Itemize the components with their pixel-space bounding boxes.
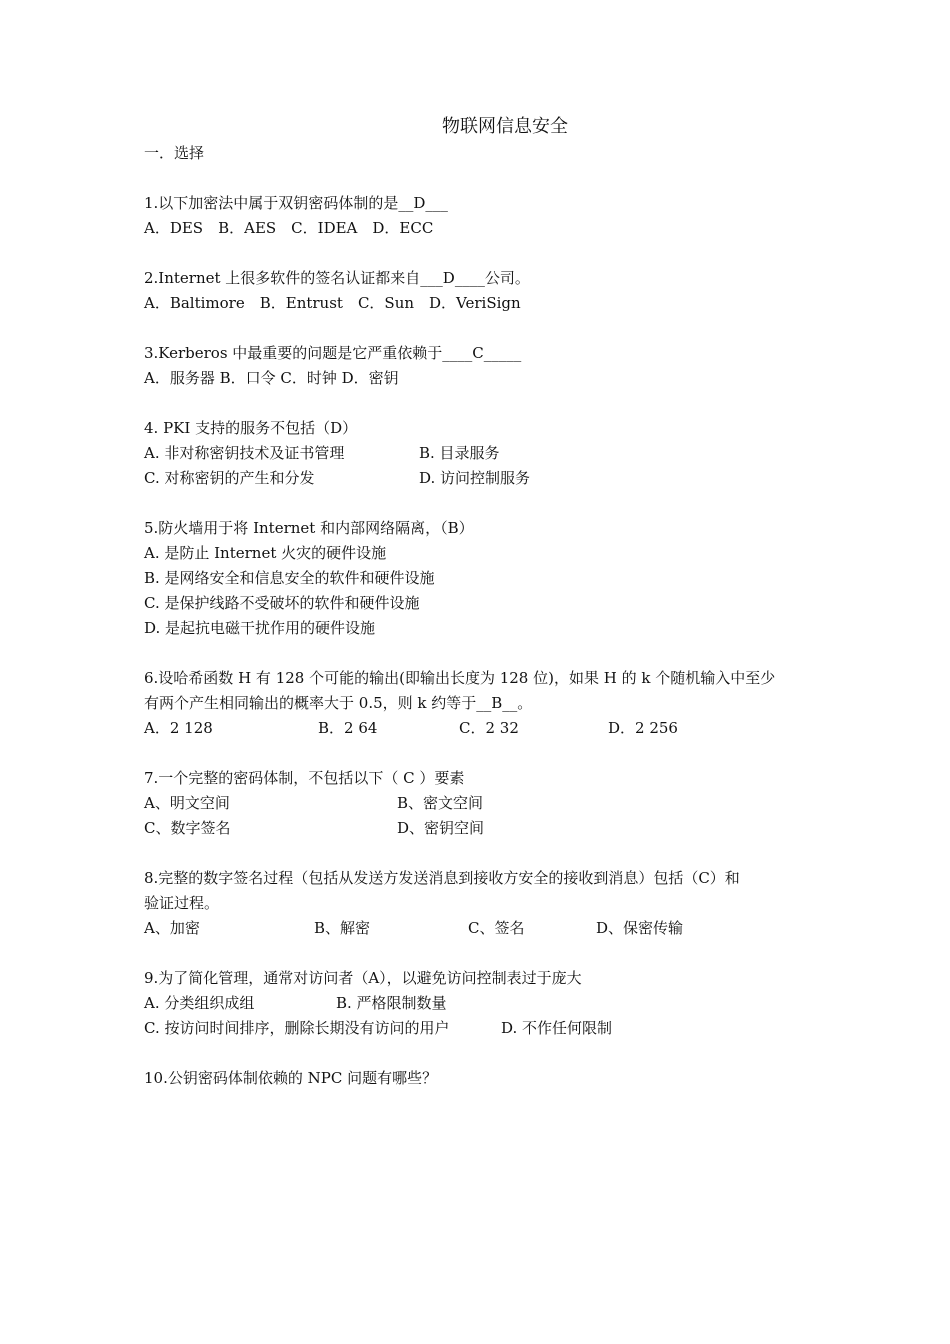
question-6-options (144, 716, 812, 741)
option-b: B. 严格限制数量 (336, 994, 447, 1012)
spacer (144, 741, 812, 766)
question-8-options (144, 916, 812, 941)
question-list (144, 141, 812, 1091)
option-d: D、密钥空间 (397, 819, 485, 837)
spacer (144, 316, 812, 341)
option-b: B．2 64 (318, 719, 378, 737)
option-a: A、加密 (144, 919, 200, 937)
spacer (144, 391, 812, 416)
option-a: A. 分类组织成组 (144, 994, 255, 1012)
spacer (144, 491, 812, 516)
question-8-stem-line-2: 验证过程。 (144, 894, 220, 912)
option-c: C、数字签名 (144, 819, 231, 837)
question-1-options: A．DES B．AES C．IDEA D．ECC (144, 219, 434, 237)
spacer (144, 841, 812, 866)
option-a: A. 非对称密钥技术及证书管理 (144, 444, 345, 462)
question-8-stem-line-1: 8.完整的数字签名过程（包括从发送方发送消息到接收方安全的接收到消息）包括（C）和 (144, 869, 740, 887)
question-9-options-row-2 (144, 1016, 812, 1041)
option-c: C. 是保护线路不受破坏的软件和硬件设施 (144, 594, 420, 612)
option-d: D. 是起抗电磁干扰作用的硬件设施 (144, 619, 376, 637)
option-b: B. 目录服务 (419, 444, 500, 462)
option-a: A. 是防止 Internet 火灾的硬件设施 (144, 544, 387, 562)
question-9-options-row-1 (144, 991, 812, 1016)
question-7-options-row-2 (144, 816, 812, 841)
option-b: B. 是网络安全和信息安全的软件和硬件设施 (144, 569, 435, 587)
option-d: D. 不作任何限制 (501, 1019, 613, 1037)
spacer (144, 1041, 812, 1066)
question-9-stem: 9.为了简化管理，通常对访问者（A），以避免访问控制表过于庞大 (144, 969, 582, 987)
question-7-options-row-1 (144, 791, 812, 816)
question-6-stem-line-2: 有两个产生相同输出的概率大于 0.5，则 k 约等于__B__。 (144, 694, 533, 712)
spacer (144, 641, 812, 666)
question-10-stem: 10.公钥密码体制依赖的 NPC 问题有哪些？ (144, 1069, 438, 1087)
spacer (144, 941, 812, 966)
option-c: C. 按访问时间排序，删除长期没有访问的用户 (144, 1019, 450, 1037)
option-d: D．2 256 (608, 719, 678, 737)
question-3-options: A．服务器 B．口令 C．时钟 D．密钥 (144, 369, 399, 387)
question-3-stem: 3.Kerberos 中最重要的问题是它严重依赖于____C_____ (144, 344, 522, 362)
question-1-stem: 1.以下加密法中属于双钥密码体制的是__D___ (144, 194, 448, 212)
question-7-stem: 7.一个完整的密码体制，不包括以下（ C ）要素 (144, 769, 465, 787)
page-title: 物联网信息安全 (442, 116, 568, 137)
question-4-options-row-2 (144, 466, 812, 491)
question-2-stem: 2.Internet 上很多软件的签名认证都来自___D____公司。 (144, 269, 530, 287)
option-c: C．2 32 (459, 719, 519, 737)
question-4-stem: 4. PKI 支持的服务不包括（D） (144, 419, 358, 437)
option-d: D、保密传输 (596, 919, 684, 937)
option-a: A、明文空间 (144, 794, 230, 812)
spacer (144, 241, 812, 266)
question-5-stem: 5.防火墙用于将 Internet 和内部网络隔离，（B） (144, 519, 474, 537)
option-b: B、密文空间 (397, 794, 484, 812)
option-c: C、签名 (468, 919, 525, 937)
section-heading: 一．选择 (144, 144, 205, 162)
question-4-options-row-1 (144, 441, 812, 466)
option-b: B、解密 (314, 919, 371, 937)
question-2-options: A．Baltimore B．Entrust C．Sun D．VeriSign (144, 294, 521, 312)
question-6-stem-line-1: 6.设哈希函数 H 有 128 个可能的输出(即输出长度为 128 位)，如果 H 的 k 个随机输入中至少 (144, 669, 776, 687)
option-c: C. 对称密钥的产生和分发 (144, 469, 315, 487)
option-d: D. 访问控制服务 (419, 469, 531, 487)
spacer (144, 166, 812, 191)
option-a: A．2 128 (144, 719, 213, 737)
